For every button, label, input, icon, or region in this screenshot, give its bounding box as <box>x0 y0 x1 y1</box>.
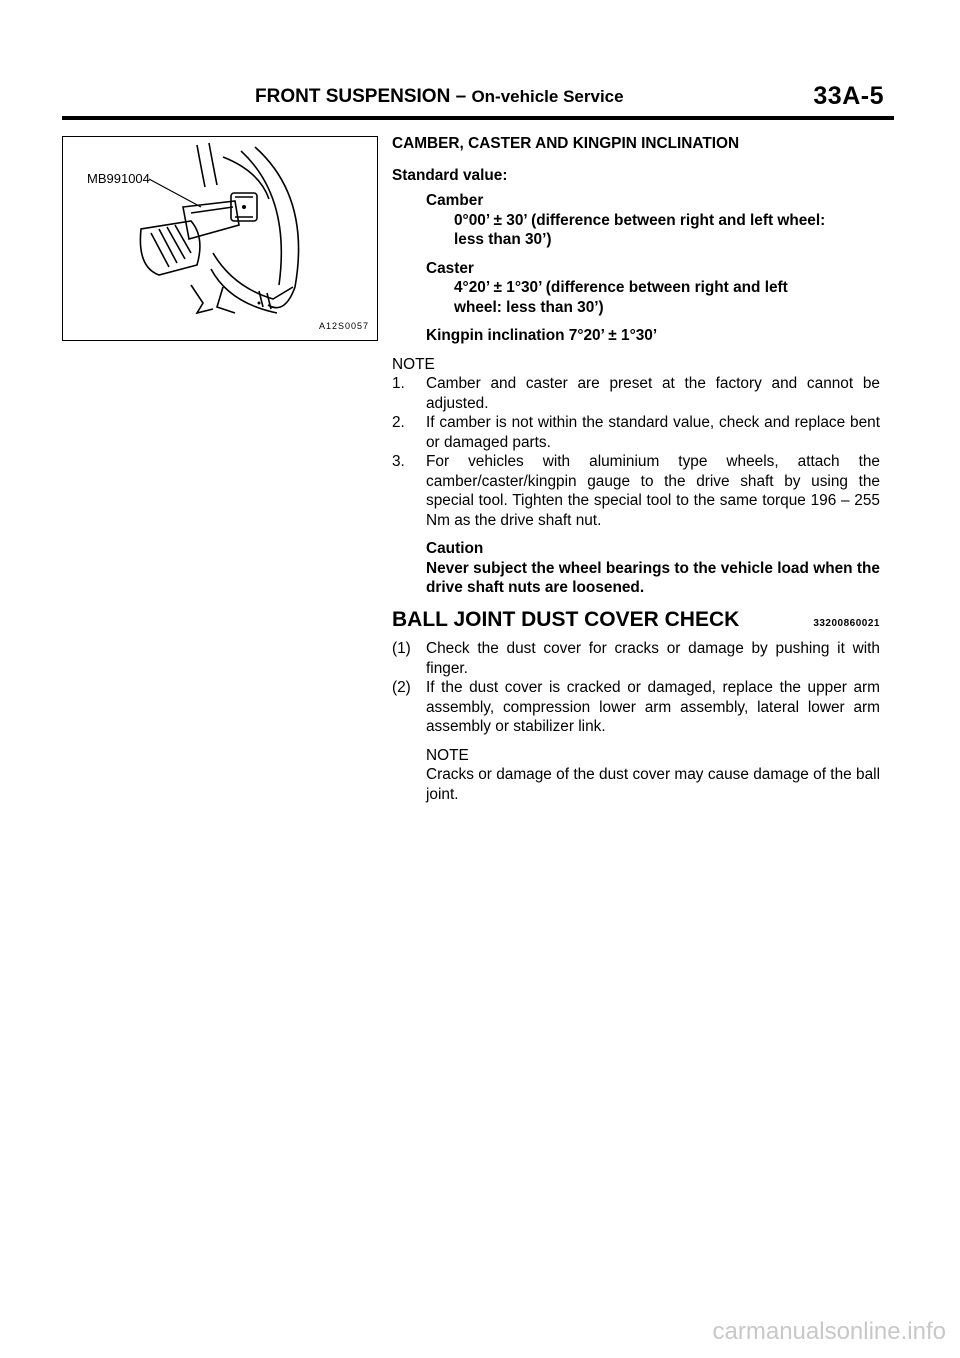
caster-label: Caster <box>426 259 474 277</box>
caution-label: Caution <box>426 540 484 557</box>
step-text: Check the dust cover for cracks or damage by pushing it with finger. <box>426 640 880 677</box>
figure-code: A12S0057 <box>319 321 370 331</box>
section-title: BALL JOINT DUST COVER CHECK <box>392 607 740 631</box>
main-column <box>392 134 880 804</box>
step-text: If the dust cover is cracked or damaged, replace the upper arm assembly, compression lower arm assembly, lateral lower arm assembly or stabilizer link. <box>426 679 880 735</box>
note-item <box>392 452 880 530</box>
ball-joint-note-text: Cracks or damage of the dust cover may cause damage of the ball joint. <box>426 766 880 803</box>
step-number: (2) <box>392 679 411 696</box>
title-dash: – <box>450 86 472 107</box>
tool-label: MB991004 <box>87 171 150 186</box>
note-number: 1. <box>392 375 405 392</box>
note-number: 3. <box>392 453 405 470</box>
ball-joint-heading <box>392 607 880 634</box>
note-label: NOTE <box>392 355 435 373</box>
page-header <box>62 82 894 114</box>
ball-joint-note-label: NOTE <box>426 746 469 764</box>
caution-text: Never subject the wheel bearings to the vehicle load when the drive shaft nuts are loosened. <box>426 559 880 596</box>
caster-value-line1: 4°20’ ± 1°30’ (difference between right and left <box>454 279 788 296</box>
standard-value-label: Standard value: <box>392 166 508 184</box>
caster-value-line2: wheel: less than 30’) <box>454 298 604 316</box>
tool-illustration <box>62 136 378 341</box>
camber-heading: CAMBER, CASTER AND KINGPIN INCLINATION <box>392 135 740 152</box>
page-title <box>255 86 624 108</box>
note-item <box>392 374 880 413</box>
note-item <box>392 413 880 452</box>
step-number: (1) <box>392 640 411 657</box>
hub-tool-drawing <box>63 137 378 341</box>
title-sub: On-vehicle Service <box>471 87 624 106</box>
step-item <box>392 678 880 737</box>
section-code: 33200860021 <box>813 617 880 629</box>
page-number: 33A-5 <box>813 82 884 110</box>
note-text: For vehicles with aluminium type wheels, attach the camber/caster/kingpin gauge to the drive shaft by using the special tool. Tighten the special tool to the same torque 196 – 255 Nm as the drive shaft nut. <box>426 453 880 529</box>
note-text: If camber is not within the standard value, check and replace bent or damaged parts. <box>426 414 880 451</box>
camber-value-line2: less than 30’) <box>454 231 552 248</box>
header-rule <box>62 116 894 120</box>
watermark: carmanualsonline.info <box>712 1318 946 1345</box>
title-main: FRONT SUSPENSION <box>255 86 451 107</box>
camber-label: Camber <box>426 192 484 209</box>
note-text: Camber and caster are preset at the factory and cannot be adjusted. <box>426 375 880 412</box>
camber-value-line1: 0°00’ ± 30’ (difference between right and left wheel: <box>454 211 826 229</box>
kingpin-value: Kingpin inclination 7°20’ ± 1°30’ <box>426 327 658 344</box>
step-item <box>392 639 880 678</box>
note-number: 2. <box>392 414 405 431</box>
